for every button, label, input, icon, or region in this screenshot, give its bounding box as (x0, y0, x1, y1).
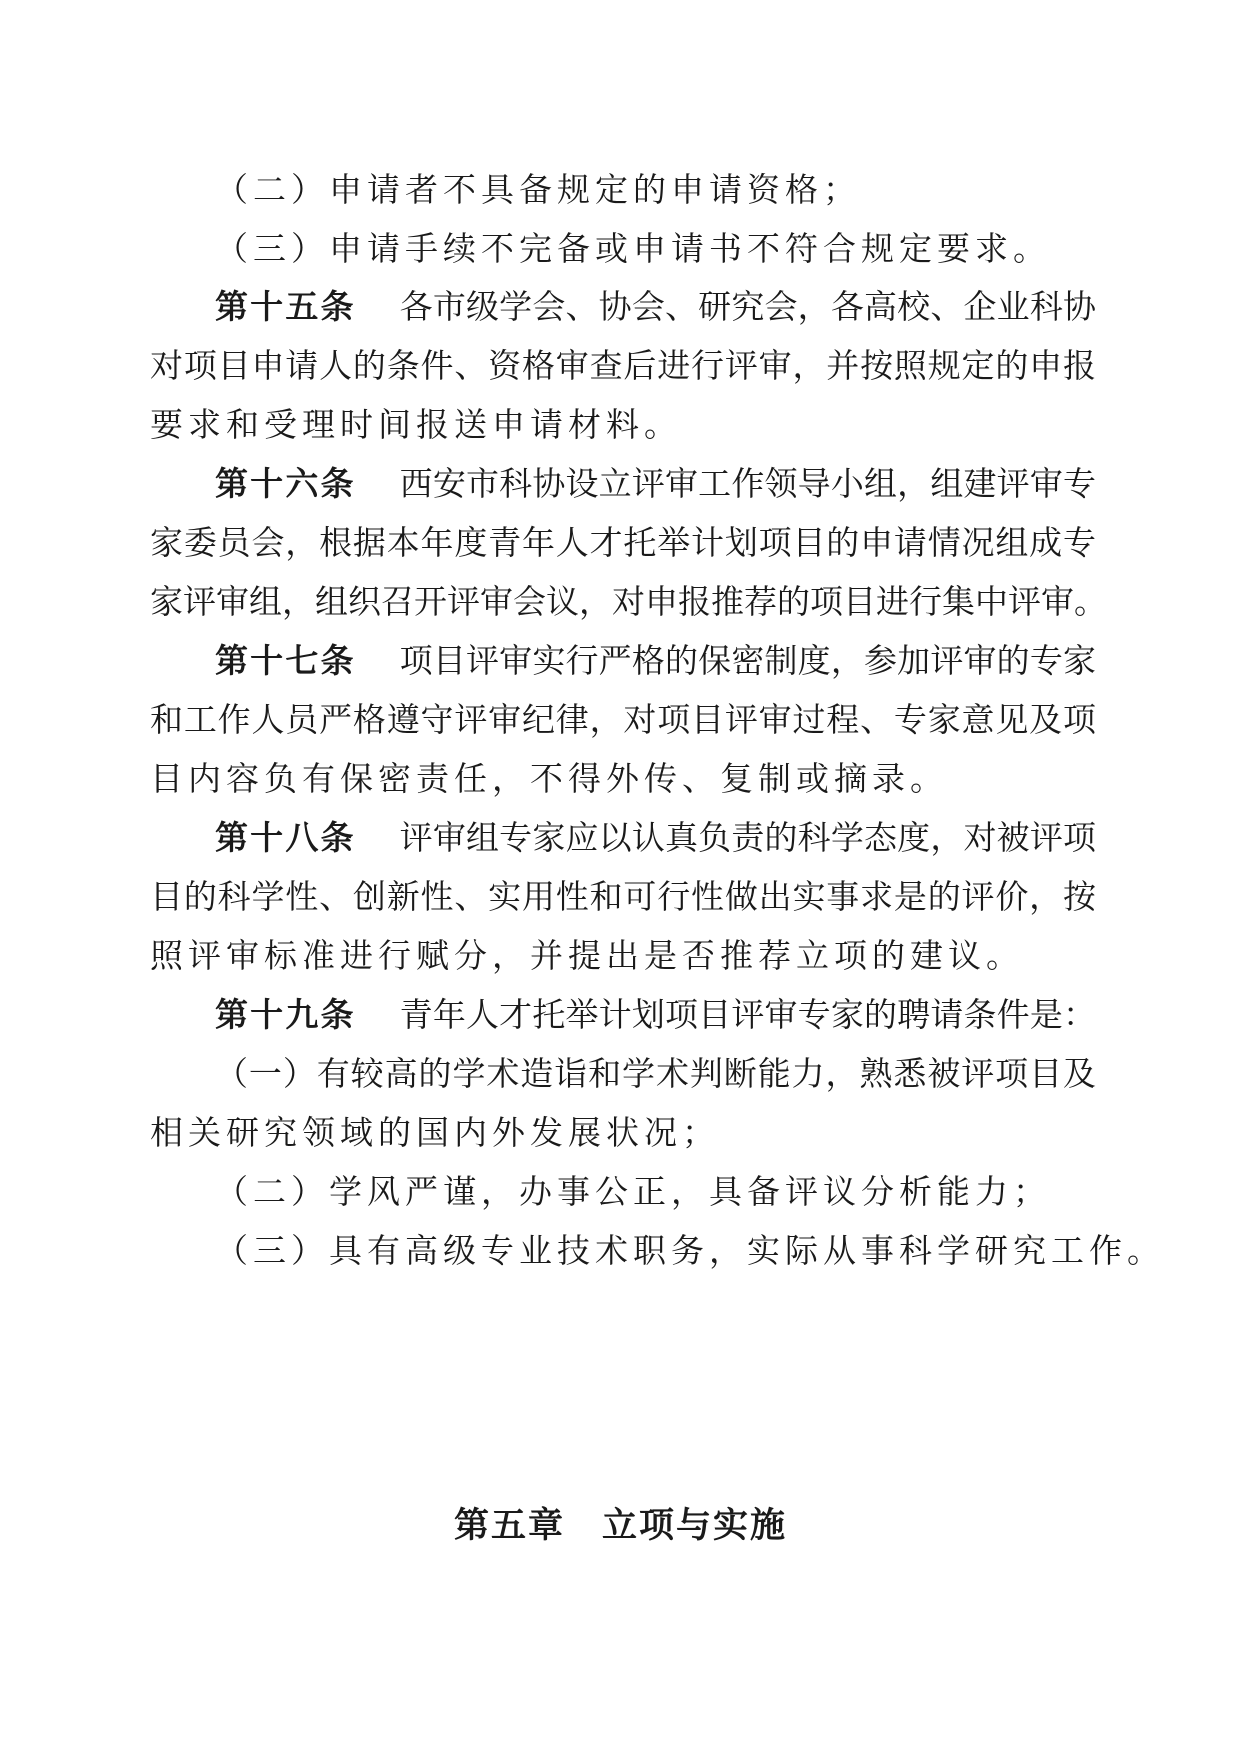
article-17-heading: 第十七条 (215, 641, 356, 680)
article-17-text: 项目评审实行严格的保密制度，参加评审的专家 (399, 641, 1097, 680)
list-item-3: （三）申请手续不完备或申请书不符合规定要求。 (215, 229, 1051, 268)
article-18-line-3: 照评审标准进行赋分，并提出是否推荐立项的建议。 (150, 936, 1024, 975)
article-16-line-2: 家委员会，根据本年度青年人才托举计划项目的申请情况组成专 (150, 523, 1096, 562)
article-19-text: 青年人才托举计划项目评审专家的聘请条件是： (399, 995, 1097, 1034)
article-19-heading: 第十九条 (215, 995, 356, 1034)
article-18-first-line (215, 818, 1096, 858)
article-15-first-line (215, 287, 1096, 327)
article-18-text: 评审组专家应以认真负责的科学态度，对被评项 (399, 818, 1097, 857)
condition-1-second-line: 相关研究领域的国内外发展状况； (150, 1113, 720, 1152)
article-17-first-line (215, 641, 1096, 681)
article-16-text: 西安市科协设立评审工作领导小组，组建评审专 (399, 464, 1097, 503)
article-19-first-line (215, 995, 1096, 1035)
condition-2: （二）学风严谨，办事公正，具备评议分析能力； (215, 1172, 1051, 1211)
article-17-line-2: 和工作人员严格遵守评审纪律，对项目评审过程、专家意见及项 (150, 700, 1096, 739)
article-18-heading: 第十八条 (215, 818, 356, 857)
article-16-heading: 第十六条 (215, 464, 356, 503)
article-16-first-line (215, 464, 1096, 504)
article-15-line-3: 要求和受理时间报送申请材料。 (150, 405, 682, 444)
article-15-text: 各市级学会、协会、研究会，各高校、企业科协 (399, 287, 1097, 326)
chapter-title: 第五章 立项与实施 (453, 1505, 787, 1546)
list-item-2: （二）申请者不具备规定的申请资格； (215, 170, 861, 209)
article-17-line-3: 目内容负有保密责任，不得外传、复制或摘录。 (150, 759, 948, 798)
condition-3: （三）具有高级专业技术职务，实际从事科学研究工作。 (215, 1231, 1165, 1270)
article-15-heading: 第十五条 (215, 287, 356, 326)
article-16-line-3: 家评审组，组织召开评审会议，对申报推荐的项目进行集中评审。 (150, 582, 1107, 621)
article-15-line-2: 对项目申请人的条件、资格审查后进行评审，并按照规定的申报 (150, 346, 1096, 385)
condition-1-first-line: （一）有较高的学术造诣和学术判断能力，熟悉被评项目及 (215, 1054, 1096, 1093)
article-18-line-2: 目的科学性、创新性、实用性和可行性做出实事求是的评价，按 (150, 877, 1096, 916)
